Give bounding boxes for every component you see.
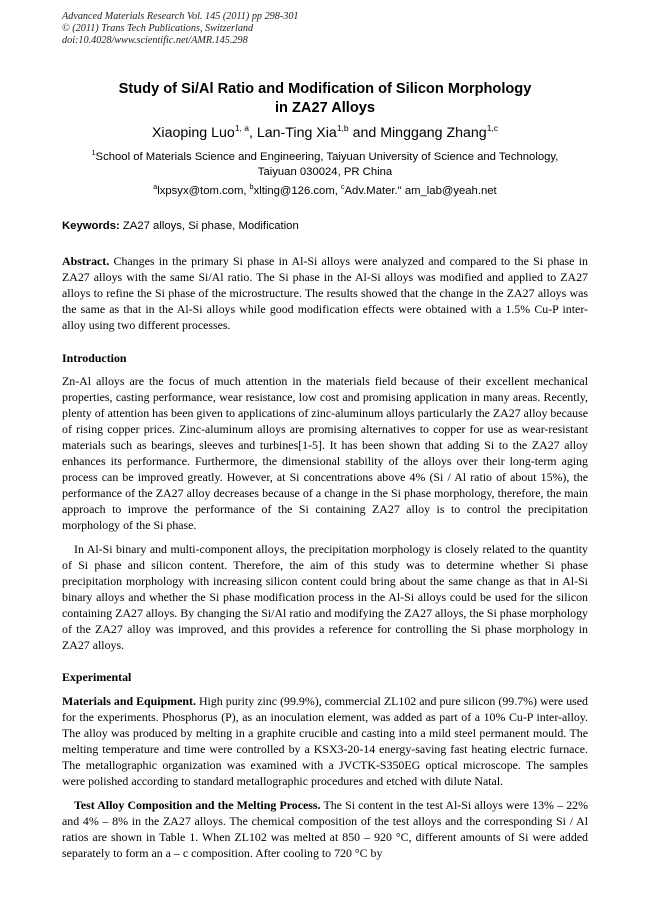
author-separator: and [348,125,381,141]
experimental-paragraph [62,798,588,862]
email-marker: c [341,184,345,191]
affiliation-line-1: School of Materials Science and Engineering, Taiyuan University of Science and Technology, [95,151,559,163]
paper-title [62,80,588,117]
email-address: xlting@126.com, [253,185,342,197]
affiliation-marker: 1 [91,150,96,157]
introduction-heading: Introduction [62,351,127,365]
author-affiliation-marker: 1, a [234,123,249,133]
email-marker: b [249,184,254,191]
run-in-heading: Materials and Equipment. [62,694,196,708]
author-name: Minggang Zhang [380,125,487,141]
doi-line: doi:10.4028/www.scientific.net/AMR.145.298 [62,35,248,47]
keywords [62,219,299,234]
author-list [62,124,588,142]
journal-citation: Advanced Materials Research Vol. 145 (2011) pp 298-301 [62,11,299,22]
title-line-1: Study of Si/Al Ratio and Modification of Silicon Morphology [118,81,532,97]
experimental-heading: Experimental [62,670,132,684]
experimental-paragraph [62,694,588,790]
title-line-2: in ZA27 Alloys [274,99,376,116]
email-marker: a [153,184,158,191]
journal-header [62,11,299,48]
author-name: Lan-Ting Xia [256,125,337,141]
email-address: Adv.Mater." am_lab@yeah.net [344,185,497,197]
abstract-label: Abstract. [62,254,110,268]
author-affiliation-marker: 1,b [336,123,349,133]
author-separator: , [249,125,257,141]
author-name: Xiaoping Luo [151,125,235,141]
affiliation [62,150,588,181]
run-in-heading: Test Alloy Composition and the Melting Process. [74,798,321,812]
introduction-paragraph: Zn-Al alloys are the focus of much attention in the materials field because of their excellent mechanical properties, casting performance, wear resistance, low cost and promising application in many areas. Recently, plenty of attention has been given to applications of zinc-aluminum alloys particularly the ZA27 alloy because of rising copper prices. Zinc-aluminum alloys are promising alternatives to copper for use as wear-resistant materials such as bearings, sleeves and turbines[1-5]. It has been shown that adding Si to the ZA27 alloy enhances its performance. Furthermore, the dimensional stability of the alloys over their long-term aging process can be improved greatly. However, at Si concentrations above 4% (Si / Al ratio of about 15%), the performance of the ZA27 alloy decreases because of a change in the Si phase morphology, therefore, the main approach to improve the performance of the Si containing ZA27 alloy is to control the precipitation morphology of the Si phase. [62,374,589,532]
author-affiliation-marker: 1,c [486,123,499,133]
paragraph-text: High purity zinc (99.9%), commercial ZL102 and pure silicon (99.7%) were used for the experiments. Phosphorus (P), as an inoculation element, was added as part of a 10% Cu-P inter-alloy. The alloy was produced by melting in a graphite crucible and casting into a mild steel permanent mould. The melting temperature and time were controlled by a KSX3-20-14 energy-saving fast heating electric furnace. The metallographic organization was examined with a JVCTK-S350EG optical microscope. The samples were polished according to standard metallographic procedures and etched with dilute Natal. [62,694,588,788]
author-emails [62,184,588,199]
paragraph-text: The Si content in the test Al-Si alloys were 13% – 22% and 4% – 8% in the ZA27 alloys. The chemical composition of the test alloys and the corresponding Si / Al ratios are shown in Table 1. When ZL102 was melted at 850 – 920 °C, different amounts of Si were added separately to form an a – c composition. After cooling to 720 °C by [62,798,588,860]
introduction-paragraph: In Al-Si binary and multi-component alloys, the precipitation morphology is closely related to the quantity of Si phase and silicon content. Therefore, the aim of this study was to determine whether Si phase precipitation morphology with increasing silicon content could bring about the same change as that in Al-Si binary alloys and whether the Si phase modification process in the Al-Si alloys could be used for the silicon containing ZA27 alloys. By changing the Si/Al ratio and modifying the ZA27 alloys, the Si phase morphology of the ZA27 alloy was improved, and this provides a reference for controlling the Si phase morphology in ZA27 alloys. [62,542,588,652]
abstract [62,254,588,334]
keywords-value: ZA27 alloys, Si phase, Modification [119,220,299,232]
copyright-line: © (2011) Trans Tech Publications, Switzerland [62,23,254,35]
keywords-label: Keywords: [62,220,120,232]
affiliation-line-2: Taiyuan 030024, PR China [257,166,393,179]
abstract-text: Changes in the primary Si phase in Al-Si alloys were analyzed and compared to the Si phase in ZA27 alloys with the same Si/Al ratio. The Si phase in the Al-Si alloys was modified and applied to ZA27 alloys to refine the Si phase of the microstructure. The results showed that the change in the ZA27 alloys was the same as that in the Al-Si alloys while good modification effects were obtained with a 1.5% Cu-P inter-alloy using two different processes. [62,254,588,332]
email-address: lxpsyx@tom.com, [157,185,250,197]
